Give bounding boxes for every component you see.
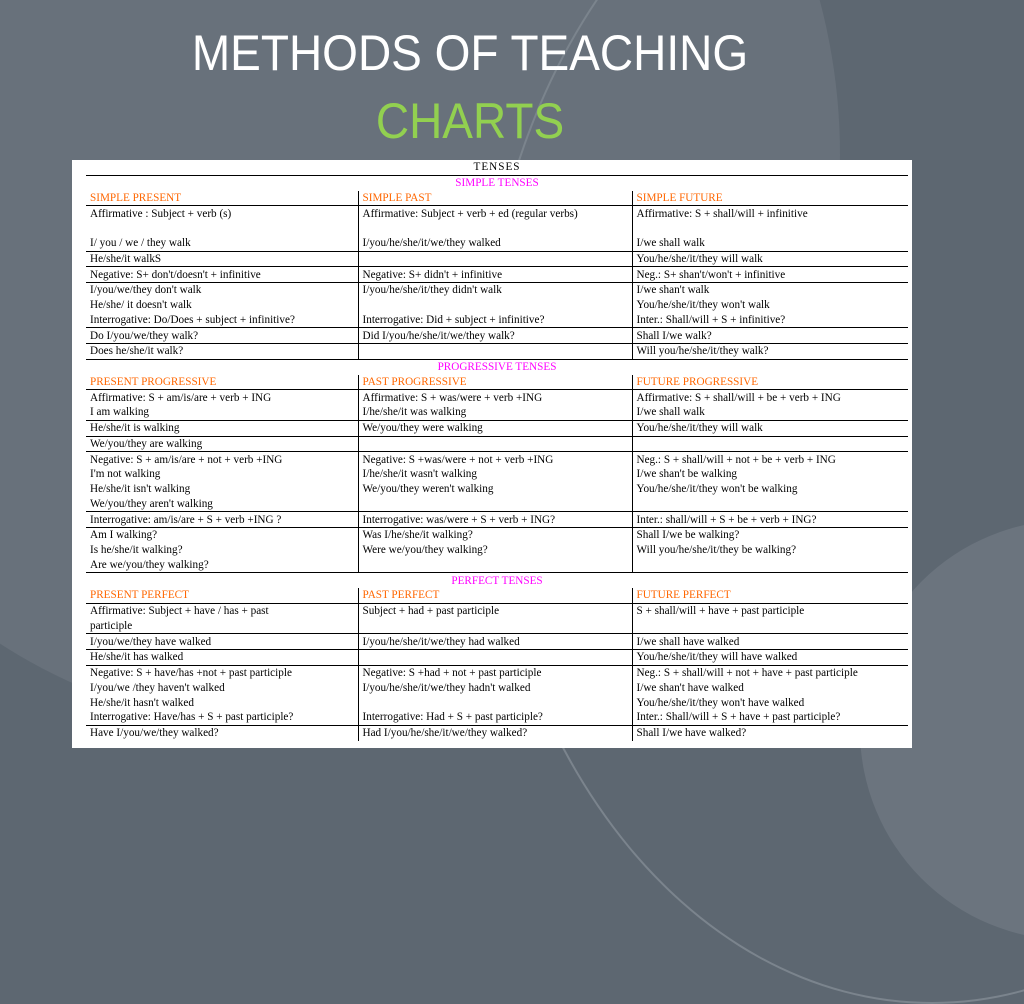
table-cell: He/she/it walkS — [86, 251, 358, 267]
table-row — [86, 206, 908, 221]
table-row — [86, 512, 908, 528]
table-cell: Affirmative : Subject + verb (s) — [90, 207, 232, 220]
tenses-table — [86, 160, 908, 741]
table-cell: I/ you / we / they walk — [86, 236, 358, 251]
table-row — [86, 452, 908, 467]
table-cell: Affirmative: S + shall/will + be + verb + ING — [632, 390, 908, 405]
table-cell: Will you/he/she/it/they be walking? — [632, 543, 908, 558]
table-row — [86, 695, 908, 710]
table-cell: I'm not walking — [90, 468, 161, 481]
table-row — [86, 313, 908, 328]
table-cell: Were we/you/they walking? — [358, 543, 632, 558]
table-row — [86, 482, 908, 497]
table-cell — [632, 221, 908, 236]
column-header: SIMPLE PRESENT — [86, 191, 358, 206]
table-row — [86, 603, 908, 618]
column-header: FUTURE PERFECT — [632, 588, 908, 603]
table-cell: You/he/she/it/they will have walked — [632, 650, 908, 666]
table-cell: I/he/she/it was walking — [358, 405, 632, 420]
table-cell: Interrogative: Do/Does + subject + infinitive? — [86, 313, 358, 328]
section-title: PROGRESSIVE TENSES — [86, 359, 908, 374]
table-cell: Negative: S+ don't/doesn't + infinitive — [86, 267, 358, 283]
table-cell: Neg.: S + shall/will + not + have + past participle — [632, 665, 908, 680]
table-cell: Neg.: S+ shan't/won't + infinitive — [632, 267, 908, 283]
table-cell: I/you/he/she/it/we/they had walked — [358, 634, 632, 650]
table-cell: Shall I/we have walked? — [632, 725, 908, 740]
table-cell: Have I/you/we/they walked? — [90, 727, 219, 740]
table-cell: Do I/you/we/they walk? — [86, 328, 358, 344]
table-cell: Had I/you/he/she/it/we/they walked? — [358, 725, 632, 740]
table-row — [86, 344, 908, 360]
table-cell — [632, 619, 908, 634]
table-row — [86, 298, 908, 313]
table-cell: We/you/they weren't walking — [358, 482, 632, 497]
table-row — [86, 236, 908, 251]
table-cell: Inter.: shall/will + S + be + verb + ING? — [632, 512, 908, 528]
section-title-row — [86, 175, 908, 190]
table-cell — [358, 497, 632, 512]
table-cell — [358, 650, 632, 666]
table-cell: Am I walking? — [90, 529, 158, 542]
table-cell: Inter.: Shall/will + S + have + past participle? — [632, 710, 908, 725]
table-cell: I/we shall have walked — [632, 634, 908, 650]
table-row — [86, 619, 908, 634]
table-cell: I am walking — [86, 405, 358, 420]
table-row — [86, 283, 908, 298]
table-row — [86, 650, 908, 666]
table-row — [86, 710, 908, 725]
table-cell: Are we/you/they walking? — [90, 558, 209, 571]
section-header-row — [86, 191, 908, 206]
table-cell — [358, 344, 632, 360]
table-cell: I/he/she/it wasn't walking — [358, 467, 632, 482]
table-cell: You/he/she/it/they won't be walking — [632, 482, 908, 497]
table-row — [86, 497, 908, 512]
table-cell: participle — [86, 619, 358, 634]
table-cell: Will you/he/she/it/they walk? — [632, 344, 908, 360]
table-cell — [358, 619, 632, 634]
column-header: PAST PERFECT — [358, 588, 632, 603]
table-cell: Shall I/we be walking? — [632, 528, 908, 543]
section-title-row — [86, 359, 908, 374]
table-cell: Did I/you/he/she/it/we/they walk? — [358, 328, 632, 344]
slide-subtitle: CHARTS — [375, 93, 565, 149]
table-cell: I/you/he/she/it/we/they hadn't walked — [358, 681, 632, 696]
table-cell: I/you/he/she/it/we/they walked — [358, 236, 632, 251]
table-cell: I/we shan't walk — [632, 283, 908, 298]
section-title: SIMPLE TENSES — [455, 177, 539, 190]
column-header: FUTURE PROGRESSIVE — [632, 375, 908, 390]
table-cell: You/he/she/it/they won't have walked — [632, 695, 908, 710]
table-cell: Is he/she/it walking? — [90, 544, 183, 557]
column-header: PRESENT PROGRESSIVE — [86, 375, 358, 390]
table-row — [86, 543, 908, 558]
table-cell — [632, 497, 908, 512]
table-cell: You/he/she/it/they will walk — [632, 251, 908, 267]
table-row — [86, 267, 908, 283]
table-cell: Affirmative: Subject + verb + ed (regular verbs) — [358, 206, 632, 221]
table-cell: I/we shan't be walking — [632, 467, 908, 482]
table-row — [86, 390, 908, 405]
table-cell: Negative: S +was/were + not + verb +ING — [358, 452, 632, 467]
table-cell: Neg.: S + shall/will + not + be + verb + ING — [632, 452, 908, 467]
table-cell: We/you/they are walking — [86, 436, 358, 452]
table-cell: Affirmative: S + was/were + verb +ING — [358, 390, 632, 405]
table-row — [86, 665, 908, 680]
table-row — [86, 558, 908, 573]
column-header: SIMPLE PAST — [358, 191, 632, 206]
table-cell: Subject + had + past participle — [358, 603, 632, 618]
table-row — [86, 634, 908, 650]
table-row — [86, 251, 908, 267]
table-cell — [358, 695, 632, 710]
table-cell: I/you/we /they haven't walked — [90, 681, 225, 694]
table-row — [86, 328, 908, 344]
table-cell: Interrogative: was/were + S + verb + ING? — [358, 512, 632, 528]
table-cell — [358, 298, 632, 313]
tenses-chart-image — [72, 160, 912, 748]
table-cell: He/she/it has walked — [86, 650, 358, 666]
table-row — [86, 681, 908, 696]
table-row — [86, 528, 908, 543]
section-header-row — [86, 588, 908, 603]
section-title-row — [86, 573, 908, 588]
table-cell — [358, 251, 632, 267]
table-cell — [632, 558, 908, 573]
table-cell: S + shall/will + have + past participle — [632, 603, 908, 618]
table-cell — [86, 221, 358, 236]
table-cell — [632, 436, 908, 452]
table-cell: Negative: S + have/has +not + past participle — [90, 667, 292, 680]
table-cell: Does he/she/it walk? — [86, 344, 358, 360]
table-cell: I/we shan't have walked — [632, 681, 908, 696]
table-cell: Negative: S+ didn't + infinitive — [358, 267, 632, 283]
table-cell: Negative: S +had + not + past participle — [358, 665, 632, 680]
table-cell: Negative: S + am/is/are + not + verb +ING — [90, 453, 283, 466]
table-heading: TENSES — [86, 160, 908, 175]
column-header: SIMPLE FUTURE — [632, 191, 908, 206]
table-cell: You/he/she/it/they won't walk — [632, 298, 908, 313]
column-header: PRESENT PERFECT — [86, 588, 358, 603]
section-header-row — [86, 375, 908, 390]
table-cell: I/we shall walk — [632, 236, 908, 251]
table-cell: We/you/they aren't walking — [86, 497, 358, 512]
table-cell — [358, 558, 632, 573]
table-row — [86, 221, 908, 236]
table-cell: I/you/we/they don't walk — [90, 284, 202, 297]
table-row — [86, 725, 908, 740]
table-cell: Shall I/we walk? — [632, 328, 908, 344]
table-row — [86, 405, 908, 420]
table-cell: He/she/it hasn't walked — [90, 696, 194, 709]
table-cell: Affirmative: S + am/is/are + verb + ING — [90, 391, 272, 404]
table-cell: He/she/it is walking — [86, 420, 358, 436]
table-row — [86, 436, 908, 452]
table-cell: You/he/she/it/they will walk — [632, 420, 908, 436]
table-row — [86, 467, 908, 482]
table-row — [86, 420, 908, 436]
table-cell: Interrogative: Did + subject + infinitive? — [358, 313, 632, 328]
table-cell — [358, 436, 632, 452]
table-cell: Inter.: Shall/will + S + infinitive? — [632, 313, 908, 328]
table-cell: Was I/he/she/it walking? — [358, 528, 632, 543]
table-cell: We/you/they were walking — [358, 420, 632, 436]
table-cell: Interrogative: Had + S + past participle? — [358, 710, 632, 725]
table-cell: I/you/he/she/it/they didn't walk — [358, 283, 632, 298]
slide-title: METHODS OF TEACHING — [191, 25, 749, 81]
table-cell: I/we shall walk — [632, 405, 908, 420]
table-cell: Interrogative: am/is/are + S + verb +ING ? — [86, 512, 358, 528]
column-header: PAST PROGRESSIVE — [358, 375, 632, 390]
table-cell: Interrogative: Have/has + S + past participle? — [86, 710, 358, 725]
table-cell — [358, 221, 632, 236]
table-cell: Affirmative: Subject + have / has + past — [90, 605, 269, 618]
section-title: PERFECT TENSES — [86, 573, 908, 588]
table-cell: He/she/it isn't walking — [90, 483, 191, 496]
table-cell: He/she/ it doesn't walk — [90, 299, 192, 312]
table-cell: I/you/we/they have walked — [86, 634, 358, 650]
table-cell: Affirmative: S + shall/will + infinitive — [632, 206, 908, 221]
table-heading-row — [86, 160, 908, 175]
